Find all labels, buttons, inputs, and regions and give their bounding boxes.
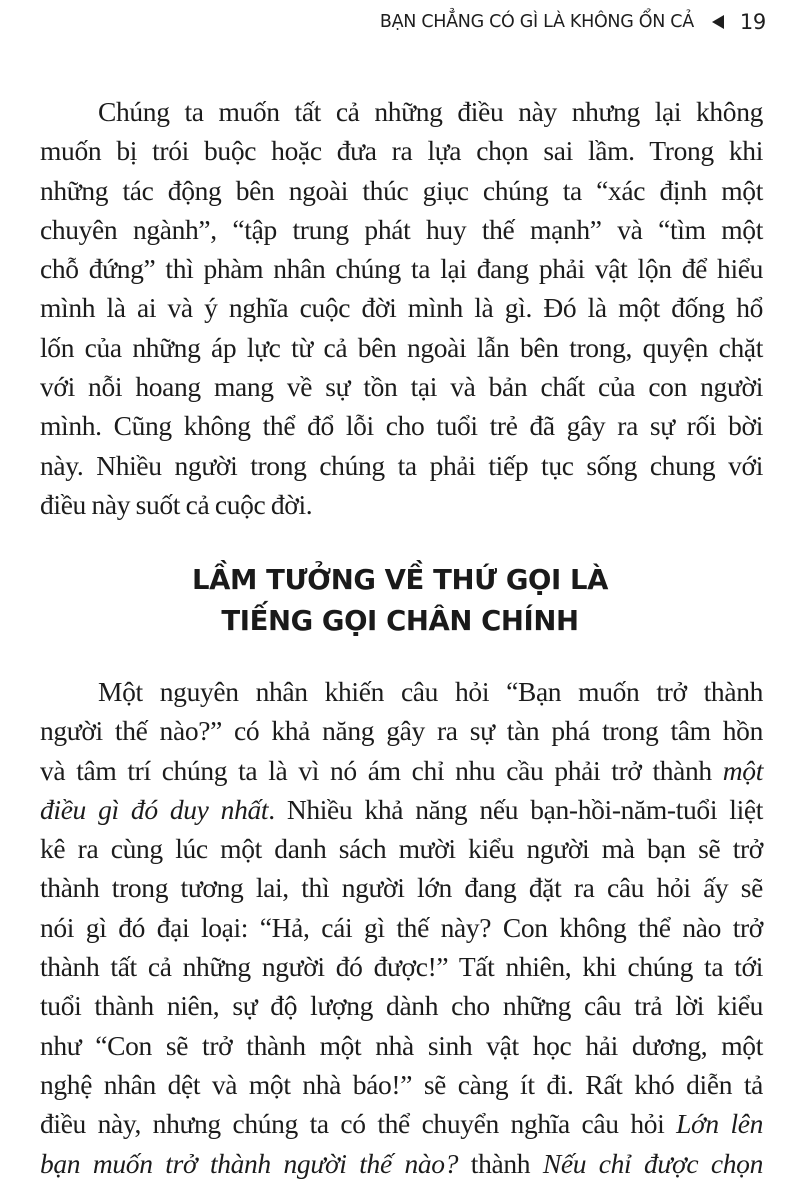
text-line: nói gì đó đại loại: “Hả, cái gì thế này? Con không thể nào trở: [40, 911, 763, 943]
text-line: [40, 790, 763, 829]
text-run: thành: [458, 1147, 543, 1179]
triangle-left-icon: [712, 15, 724, 29]
emphasis: một: [722, 754, 763, 786]
text-line: như “Con sẽ trở thành một nhà sinh vật học hải dương, một: [40, 1029, 763, 1061]
section-heading: [0, 560, 800, 642]
text-line: kê ra cùng lúc một danh sách mười kiểu người mà bạn sẽ trở: [40, 833, 763, 865]
running-header: [380, 6, 766, 38]
text-line: Chúng ta muốn tất cả những điều này nhưng lại không: [98, 96, 763, 127]
text-line: tuổi thành niên, sự độ lượng dành cho những câu trả lời kiểu: [40, 990, 763, 1022]
text-line: Một nguyên nhân khiến câu hỏi “Bạn muốn trở thành: [98, 676, 763, 707]
text-line: chuyên ngành”, “tập trung phát huy thế mạnh” và “tìm một: [40, 213, 763, 245]
text-line: này. Nhiều người trong chúng ta phải tiếp tục sống chung với: [40, 449, 763, 481]
text-line: muốn bị trói buộc hoặc đưa ra lựa chọn sai lầm. Trong khi: [40, 135, 763, 167]
text-run: và tâm trí chúng ta là vì nó ám chỉ nhu cầu phải trở thành: [40, 754, 723, 786]
text-run: điều này, nhưng chúng ta có thể chuyển nghĩa câu hỏi: [40, 1108, 677, 1140]
section-heading-line-1: LẦM TƯỞNG VỀ THỨ GỌI LÀ: [192, 564, 608, 596]
page-number: 19: [739, 10, 766, 34]
text-line: [40, 1104, 763, 1143]
text-line: những tác động bên ngoài thúc giục chúng ta “xác định một: [40, 174, 763, 206]
text-line: thành trong tương lai, thì người lớn đang đặt ra câu hỏi ấy sẽ: [40, 872, 763, 904]
paragraph-2: [40, 672, 763, 1183]
running-title: BẠN CHẲNG CÓ GÌ LÀ KHÔNG ỔN CẢ: [379, 12, 694, 32]
text-line: [40, 1144, 763, 1183]
emphasis: bạn muốn trở thành người thế nào?: [40, 1147, 459, 1179]
text-line: mình. Cũng không thể đổ lỗi cho tuổi trẻ đã gây ra sự rối bời: [40, 410, 763, 442]
text-line: người thế nào?” có khả năng gây ra sự tàn phá trong tâm hồn: [40, 715, 763, 747]
section-heading-line-2: TIẾNG GỌI CHÂN CHÍNH: [221, 605, 579, 637]
emphasis: Lớn lên: [676, 1108, 763, 1140]
text-line: lốn của những áp lực từ cả bên ngoài lẫn bên trong, quyện chặt: [40, 331, 763, 363]
text-line: thành tất cả những người đó được!” Tất nhiên, khi chúng ta tới: [40, 951, 763, 983]
text-line: nghệ nhân dệt và một nhà báo!” sẽ càng ít đi. Rất khó diễn tả: [40, 1068, 763, 1100]
text-line: chỗ đứng” thì phàm nhân chúng ta lại đang phải vật lộn để hiểu: [40, 253, 763, 285]
text-run: . Nhiều khả năng nếu bạn-hồi-năm-tuổi liệt: [268, 793, 764, 825]
text-line: điều này suốt cả cuộc đời.: [40, 488, 313, 520]
paragraph-1: [40, 92, 763, 524]
text-line: [40, 751, 763, 790]
text-line: với nỗi hoang mang về sự tồn tại và bản chất của con người: [40, 371, 763, 403]
text-line: mình là ai và ý nghĩa cuộc đời mình là gì. Đó là một đống hổ: [40, 292, 763, 324]
emphasis: điều gì đó duy nhất: [40, 793, 269, 825]
emphasis: Nếu chỉ được chọn: [542, 1147, 763, 1179]
